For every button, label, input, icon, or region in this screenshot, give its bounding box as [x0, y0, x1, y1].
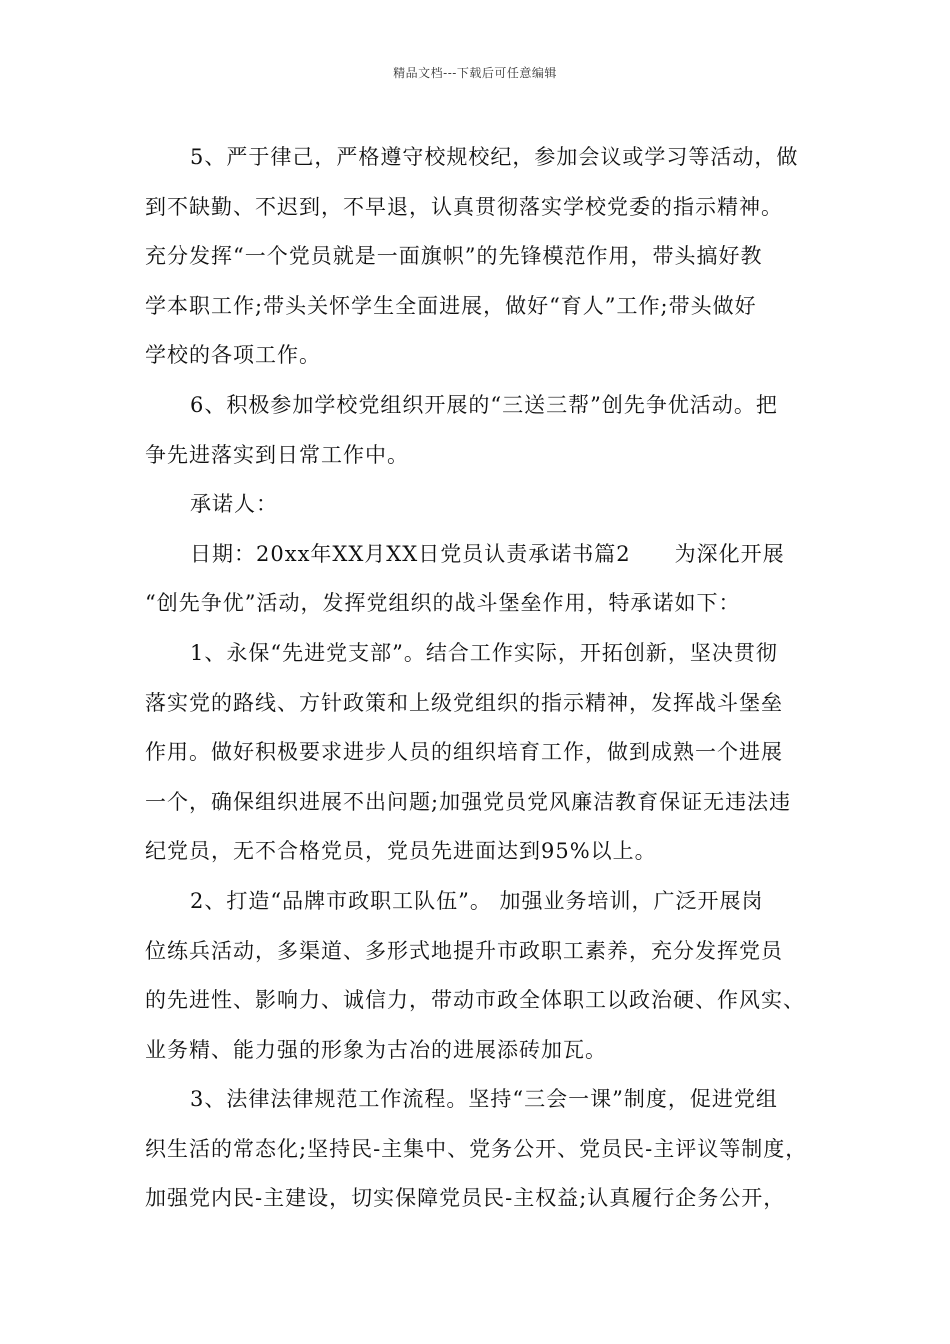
- text-line: 位练兵活动，多渠道、多形式地提升市政职工素养，充分发挥党员: [145, 938, 783, 963]
- text-line: “创先争优”活动，发挥党组织的战斗堡垒作用，特承诺如下：: [145, 591, 741, 616]
- document-body: [145, 133, 825, 1224]
- page-header: 精品文档---下载后可任意编辑: [393, 66, 557, 80]
- text-line: 一个，确保组织进展不出问题;加强党员党风廉洁教育保证无违法违: [145, 789, 792, 814]
- text-line: 纪党员，无不合格党员，党员先进面达到95%以上。: [145, 839, 657, 864]
- text-line: 学校的各项工作。: [145, 343, 321, 368]
- text-line: 5、严于律己，严格遵守校规校纪，参加会议或学习等活动，做: [190, 145, 799, 169]
- text-line: 作用。做好积极要求进步人员的组织培育工作，做到成熟一个进展: [145, 740, 783, 765]
- text-line: 3、法律法律规范工作流程。坚持“三会一课”制度，促进党组: [190, 1087, 778, 1112]
- text-line: 织生活的常态化;坚持民-主集中、党务公开、党员民-主评议等制度，: [145, 1136, 808, 1161]
- text-line: 学本职工作;带头关怀学生全面进展，做好“育人”工作;带头做好: [145, 293, 757, 318]
- text-line: 1、永保“先进党支部”。结合工作实际，开拓创新，坚决贯彻: [190, 640, 778, 665]
- text-line: 加强党内民-主建设，切实保障党员民-主权益;认真履行企务公开，: [145, 1186, 786, 1211]
- text-line: 到不缺勤、不迟到，不早退，认真贯彻落实学校党委的指示精神。: [145, 194, 783, 219]
- signatory-label: 承诺人：: [190, 492, 278, 517]
- text-line: 充分发挥“一个党员就是一面旗帜”的先锋模范作用，带头搞好教: [145, 244, 763, 269]
- text-line: 业务精、能力强的形象为古冶的进展添砖加瓦。: [145, 1037, 607, 1062]
- date-line: 日期：20xx年XX月XX日党员认责承诺书篇2 为深化开展: [190, 541, 785, 566]
- text-line: 落实党的路线、方针政策和上级党组织的指示精神，发挥战斗堡垒: [145, 690, 783, 715]
- text-line: 争先进落实到日常工作中。: [145, 442, 409, 467]
- text-line: 2、打造“品牌市政职工队伍”。 加强业务培训，广泛开展岗: [190, 888, 764, 913]
- text-line: 6、积极参加学校党组织开展的“三送三帮”创先争优活动。把: [190, 392, 778, 417]
- text-line: 的先进性、影响力、诚信力，带动市政全体职工以政治硬、作风实、: [145, 988, 805, 1013]
